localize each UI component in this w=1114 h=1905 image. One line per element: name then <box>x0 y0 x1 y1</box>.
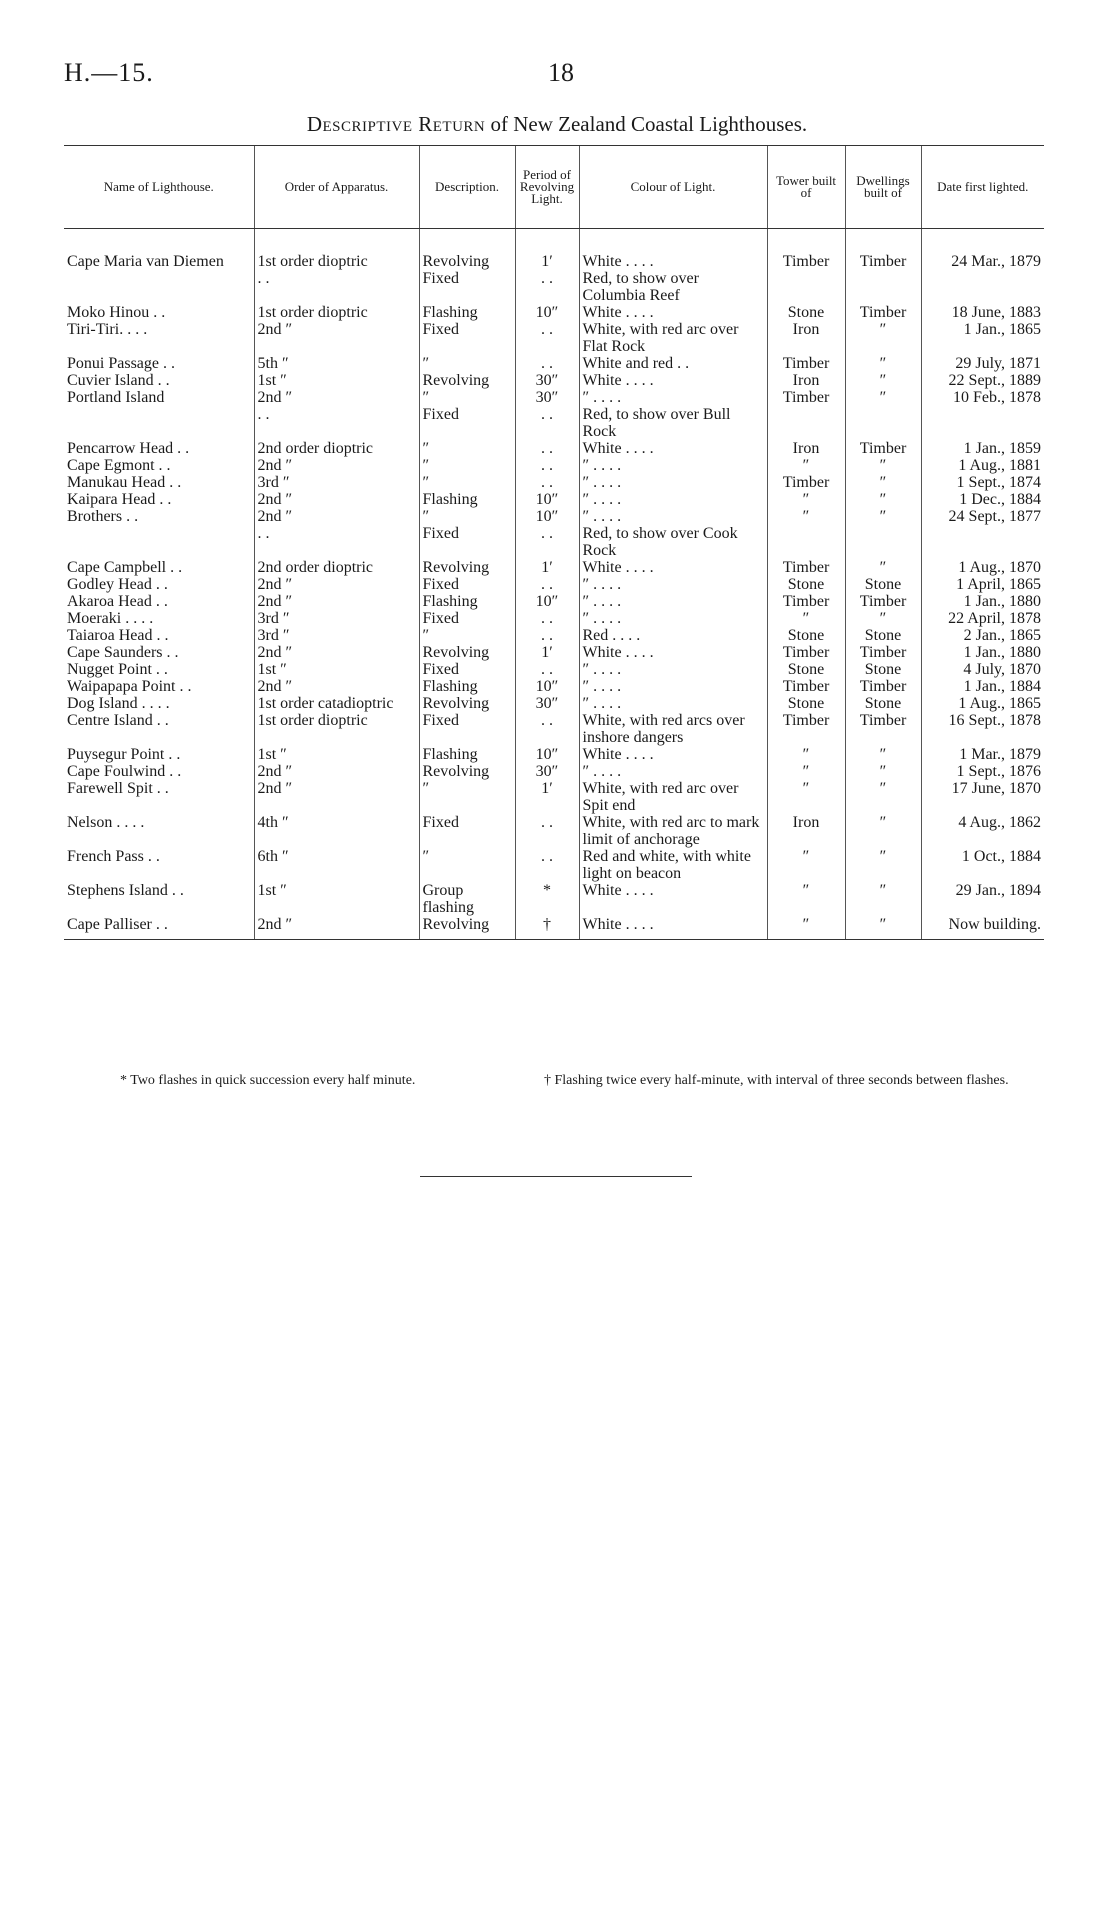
cell-name: Manukau Head . . <box>67 474 182 491</box>
cell-description: ″ <box>419 389 515 406</box>
cell-dwellings: Timber <box>845 712 921 746</box>
cell-order: 2nd order dioptric <box>254 440 419 457</box>
cell-tower <box>767 270 845 304</box>
table-row <box>64 848 1044 882</box>
cell-colour: White . . . . <box>579 916 767 940</box>
cell-name: Cape Maria van Diemen <box>67 253 224 270</box>
cell-date: 1 Sept., 1876 <box>921 763 1044 780</box>
cell-tower: Timber <box>767 644 845 661</box>
cell-description: ″ <box>419 508 515 525</box>
cell-order: 3rd ″ <box>254 610 419 627</box>
cell-date: 1 Jan., 1880 <box>921 644 1044 661</box>
cell-order: 2nd ″ <box>254 491 419 508</box>
cell-description: Revolving <box>419 695 515 712</box>
cell-dwellings: ″ <box>845 372 921 389</box>
cell-tower: Iron <box>767 321 845 355</box>
cell-date: 1 Jan., 1880 <box>921 593 1044 610</box>
cell-date: 1 Oct., 1884 <box>921 848 1044 882</box>
cell-tower: ″ <box>767 882 845 916</box>
cell-date: 17 June, 1870 <box>921 780 1044 814</box>
table-row <box>64 763 1044 780</box>
cell-tower: Timber <box>767 593 845 610</box>
cell-colour: ″ . . . . <box>579 389 767 406</box>
col-header-date: Date first lighted. <box>921 146 1044 229</box>
cell-tower: ″ <box>767 848 845 882</box>
cell-order: 1st ″ <box>254 661 419 678</box>
cell-order: . . <box>254 406 419 440</box>
cell-order: 3rd ″ <box>254 627 419 644</box>
cell-dwellings <box>845 270 921 304</box>
cell-dwellings: ″ <box>845 848 921 882</box>
cell-period: . . <box>515 627 579 644</box>
cell-date: 2 Jan., 1865 <box>921 627 1044 644</box>
cell-colour: Red and white, with white light on beacon <box>579 848 767 882</box>
cell-name <box>64 270 254 304</box>
table-row <box>64 593 1044 610</box>
cell-description: ″ <box>419 780 515 814</box>
cell-date <box>921 270 1044 304</box>
cell-colour: White, with red arc to mark limit of anchorage <box>579 814 767 848</box>
cell-tower: Timber <box>767 678 845 695</box>
cell-dwellings: ″ <box>845 474 921 491</box>
title-rest: of New Zealand Coastal Lighthouses. <box>490 112 808 136</box>
cell-order: 6th ″ <box>254 848 419 882</box>
cell-description: Flashing <box>419 491 515 508</box>
cell-dwellings: ″ <box>845 491 921 508</box>
cell-period: . . <box>515 525 579 559</box>
cell-name: Godley Head . . <box>67 576 168 593</box>
cell-tower: Iron <box>767 372 845 389</box>
cell-tower <box>767 525 845 559</box>
table-row <box>64 746 1044 763</box>
cell-dwellings: Timber <box>845 593 921 610</box>
document-title <box>0 112 1114 137</box>
table-row <box>64 457 1044 474</box>
table-row <box>64 814 1044 848</box>
table-row <box>64 644 1044 661</box>
cell-description: ″ <box>419 627 515 644</box>
cell-colour: White . . . . <box>579 440 767 457</box>
cell-tower: ″ <box>767 763 845 780</box>
cell-date: 18 June, 1883 <box>921 304 1044 321</box>
col-header-dwellings: Dwellings built of <box>845 146 921 229</box>
cell-colour: White, with red arc over Flat Rock <box>579 321 767 355</box>
cell-period: . . <box>515 661 579 678</box>
cell-order: 1st order catadioptric <box>254 695 419 712</box>
footnote-dagger: † Flashing twice every half-minute, with interval of three seconds between flashes. <box>544 1073 1009 1088</box>
cell-description: Revolving <box>419 559 515 576</box>
cell-period: 10″ <box>515 593 579 610</box>
cell-name: Cape Saunders . . <box>67 644 179 661</box>
col-header-colour: Colour of Light. <box>579 146 767 229</box>
report-reference: H.—15. <box>64 58 154 87</box>
cell-name: Cuvier Island . . <box>67 372 170 389</box>
cell-dwellings: ″ <box>845 355 921 372</box>
cell-order: . . <box>254 525 419 559</box>
cell-colour: ″ . . . . <box>579 695 767 712</box>
cell-name: Moko Hinou . . <box>67 304 166 321</box>
cell-colour: ″ . . . . <box>579 661 767 678</box>
cell-order: 2nd ″ <box>254 508 419 525</box>
cell-tower: ″ <box>767 457 845 474</box>
cell-description: Revolving <box>419 763 515 780</box>
table-row <box>64 525 1044 559</box>
cell-colour: White . . . . <box>579 746 767 763</box>
cell-description: ″ <box>419 474 515 491</box>
cell-description: Fixed <box>419 525 515 559</box>
cell-period: 30″ <box>515 695 579 712</box>
cell-description: ″ <box>419 440 515 457</box>
cell-colour: White . . . . <box>579 304 767 321</box>
cell-colour: Red, to show over Bull Rock <box>579 406 767 440</box>
cell-colour: White . . . . <box>579 559 767 576</box>
cell-period: † <box>515 916 579 940</box>
table-row <box>64 916 1044 940</box>
cell-description: ″ <box>419 457 515 474</box>
col-header-description: Description. <box>419 146 515 229</box>
cell-name <box>64 525 254 559</box>
cell-period: . . <box>515 474 579 491</box>
cell-period: 10″ <box>515 304 579 321</box>
cell-description: Revolving <box>419 644 515 661</box>
cell-description: Flashing <box>419 746 515 763</box>
table-row <box>64 270 1044 304</box>
cell-period: 1′ <box>515 780 579 814</box>
cell-order: 1st order dioptric <box>254 229 419 271</box>
cell-order: 2nd ″ <box>254 780 419 814</box>
cell-description: Fixed <box>419 321 515 355</box>
cell-tower: Timber <box>767 474 845 491</box>
table-row <box>64 355 1044 372</box>
cell-description: Fixed <box>419 661 515 678</box>
cell-dwellings: ″ <box>845 508 921 525</box>
table-row <box>64 610 1044 627</box>
cell-name: Cape Egmont . . <box>67 457 171 474</box>
cell-description: Fixed <box>419 814 515 848</box>
cell-name: Nugget Point . . <box>67 661 168 678</box>
cell-colour: Red . . . . <box>579 627 767 644</box>
cell-tower: ″ <box>767 746 845 763</box>
cell-name: Moeraki . . . . <box>67 610 154 627</box>
cell-order: 2nd ″ <box>254 644 419 661</box>
cell-name: Cape Campbell . . <box>67 559 183 576</box>
cell-tower: Iron <box>767 440 845 457</box>
cell-name: Taiaroa Head . . <box>67 627 169 644</box>
cell-date: 1 Dec., 1884 <box>921 491 1044 508</box>
cell-order: 1st order dioptric <box>254 712 419 746</box>
cell-period: 30″ <box>515 372 579 389</box>
cell-period: . . <box>515 848 579 882</box>
cell-period: 30″ <box>515 763 579 780</box>
cell-order: 2nd ″ <box>254 916 419 940</box>
cell-period: . . <box>515 712 579 746</box>
cell-order: 2nd ″ <box>254 389 419 406</box>
cell-order: 1st ″ <box>254 882 419 916</box>
cell-order: 2nd ″ <box>254 593 419 610</box>
table-row <box>64 882 1044 916</box>
table-row <box>64 304 1044 321</box>
cell-tower: Stone <box>767 627 845 644</box>
cell-tower <box>767 406 845 440</box>
cell-colour: ″ . . . . <box>579 457 767 474</box>
cell-order: 3rd ″ <box>254 474 419 491</box>
cell-tower: Timber <box>767 355 845 372</box>
cell-name: French Pass . . <box>67 848 160 865</box>
cell-dwellings: ″ <box>845 610 921 627</box>
cell-order: 2nd order dioptric <box>254 559 419 576</box>
cell-period: . . <box>515 814 579 848</box>
cell-order: . . <box>254 270 419 304</box>
cell-name: Pencarrow Head . . <box>67 440 190 457</box>
cell-description: Group flashing <box>419 882 515 916</box>
footnotes <box>64 1073 1044 1089</box>
cell-colour: ″ . . . . <box>579 678 767 695</box>
cell-dwellings: ″ <box>845 559 921 576</box>
table-row <box>64 474 1044 491</box>
cell-period: . . <box>515 321 579 355</box>
cell-period: 10″ <box>515 678 579 695</box>
cell-date <box>921 525 1044 559</box>
cell-colour: White, with red arc over Spit end <box>579 780 767 814</box>
cell-tower: ″ <box>767 916 845 940</box>
cell-period: 1′ <box>515 559 579 576</box>
cell-dwellings: Timber <box>845 304 921 321</box>
cell-period: 10″ <box>515 508 579 525</box>
table-row <box>64 321 1044 355</box>
cell-dwellings: ″ <box>845 321 921 355</box>
cell-description: Flashing <box>419 678 515 695</box>
cell-name: Kaipara Head . . <box>67 491 172 508</box>
cell-date: 29 Jan., 1894 <box>921 882 1044 916</box>
cell-date: 10 Feb., 1878 <box>921 389 1044 406</box>
cell-colour: White and red . . <box>579 355 767 372</box>
cell-colour: White . . . . <box>579 372 767 389</box>
cell-tower: ″ <box>767 508 845 525</box>
lighthouse-table <box>64 145 1044 940</box>
cell-colour: White . . . . <box>579 644 767 661</box>
cell-order: 1st ″ <box>254 372 419 389</box>
cell-name: Tiri-Tiri. . . . <box>67 321 148 338</box>
cell-name: Puysegur Point . . <box>67 746 181 763</box>
cell-name: Waipapapa Point . . <box>67 678 192 695</box>
cell-dwellings: ″ <box>845 389 921 406</box>
cell-dwellings: Timber <box>845 440 921 457</box>
cell-name: Centre Island . . <box>67 712 169 729</box>
cell-dwellings: ″ <box>845 763 921 780</box>
cell-name <box>64 406 254 440</box>
table-row <box>64 695 1044 712</box>
page-number: 18 <box>548 58 574 87</box>
cell-name: Cape Foulwind . . <box>67 763 182 780</box>
cell-description: Fixed <box>419 610 515 627</box>
cell-tower: ″ <box>767 610 845 627</box>
cell-name: Brothers . . <box>67 508 139 525</box>
table-row <box>64 661 1044 678</box>
col-header-period: Period of Revolving Light. <box>515 146 579 229</box>
cell-description: ″ <box>419 848 515 882</box>
cell-order: 2nd ″ <box>254 678 419 695</box>
cell-date: 4 July, 1870 <box>921 661 1044 678</box>
cell-order: 4th ″ <box>254 814 419 848</box>
cell-period: . . <box>515 440 579 457</box>
cell-date: 1 Jan., 1884 <box>921 678 1044 695</box>
cell-colour: ″ . . . . <box>579 491 767 508</box>
cell-dwellings: ″ <box>845 814 921 848</box>
cell-colour: Red, to show over Cook Rock <box>579 525 767 559</box>
cell-period: 30″ <box>515 389 579 406</box>
title-prefix: Descriptive Return <box>306 112 486 136</box>
cell-date: 24 Sept., 1877 <box>921 508 1044 525</box>
cell-colour: White . . . . <box>579 229 767 271</box>
cell-order: 2nd ″ <box>254 457 419 474</box>
cell-dwellings: Timber <box>845 229 921 271</box>
table-row <box>64 780 1044 814</box>
cell-tower: Stone <box>767 576 845 593</box>
cell-dwellings: ″ <box>845 457 921 474</box>
cell-date: Now building. <box>921 916 1044 940</box>
cell-colour: ″ . . . . <box>579 576 767 593</box>
cell-order: 2nd ″ <box>254 576 419 593</box>
cell-tower: Iron <box>767 814 845 848</box>
table-header-row <box>64 146 1044 229</box>
cell-date: 22 Sept., 1889 <box>921 372 1044 389</box>
cell-colour: ″ . . . . <box>579 593 767 610</box>
cell-order: 2nd ″ <box>254 321 419 355</box>
cell-period: . . <box>515 457 579 474</box>
table-row <box>64 229 1044 271</box>
cell-description: Flashing <box>419 304 515 321</box>
cell-name: Dog Island . . . . <box>67 695 170 712</box>
cell-tower: Timber <box>767 229 845 271</box>
cell-colour: ″ . . . . <box>579 474 767 491</box>
cell-colour: Red, to show over Columbia Reef <box>579 270 767 304</box>
cell-tower: Timber <box>767 712 845 746</box>
table-row <box>64 508 1044 525</box>
cell-period: . . <box>515 270 579 304</box>
cell-period: 1′ <box>515 229 579 271</box>
table-row <box>64 576 1044 593</box>
cell-name: Portland Island <box>67 389 165 406</box>
col-header-tower: Tower built of <box>767 146 845 229</box>
cell-tower: Stone <box>767 661 845 678</box>
cell-date: 16 Sept., 1878 <box>921 712 1044 746</box>
table-row <box>64 491 1044 508</box>
cell-period: . . <box>515 610 579 627</box>
cell-colour: White, with red arcs over inshore dangers <box>579 712 767 746</box>
cell-dwellings <box>845 406 921 440</box>
cell-dwellings: ″ <box>845 780 921 814</box>
cell-dwellings: Stone <box>845 661 921 678</box>
cell-date: 1 Aug., 1881 <box>921 457 1044 474</box>
cell-period: . . <box>515 406 579 440</box>
cell-date: 1 Jan., 1865 <box>921 321 1044 355</box>
cell-order: 1st order dioptric <box>254 304 419 321</box>
table-row <box>64 440 1044 457</box>
cell-dwellings: ″ <box>845 882 921 916</box>
cell-dwellings: Timber <box>845 644 921 661</box>
cell-name: Akaroa Head . . <box>67 593 168 610</box>
cell-colour: White . . . . <box>579 882 767 916</box>
table-row <box>64 712 1044 746</box>
cell-date: 1 Mar., 1879 <box>921 746 1044 763</box>
table-row <box>64 406 1044 440</box>
cell-date: 1 Aug., 1870 <box>921 559 1044 576</box>
cell-description: ″ <box>419 355 515 372</box>
table-row <box>64 372 1044 389</box>
cell-order: 2nd ″ <box>254 763 419 780</box>
cell-description: Fixed <box>419 270 515 304</box>
cell-dwellings: Timber <box>845 678 921 695</box>
cell-name: Cape Palliser . . <box>64 916 254 940</box>
cell-date <box>921 406 1044 440</box>
cell-tower: Stone <box>767 304 845 321</box>
cell-description: Revolving <box>419 372 515 389</box>
cell-name: Nelson . . . . <box>67 814 145 831</box>
col-header-name: Name of Lighthouse. <box>64 146 254 229</box>
cell-dwellings: ″ <box>845 746 921 763</box>
cell-period: . . <box>515 355 579 372</box>
cell-date: 1 Sept., 1874 <box>921 474 1044 491</box>
cell-tower: ″ <box>767 780 845 814</box>
cell-tower: ″ <box>767 491 845 508</box>
cell-date: 1 Aug., 1865 <box>921 695 1044 712</box>
cell-period: . . <box>515 576 579 593</box>
cell-colour: ″ . . . . <box>579 763 767 780</box>
cell-date: 1 Jan., 1859 <box>921 440 1044 457</box>
cell-name: Ponui Passage . . <box>67 355 175 372</box>
cell-dwellings: Stone <box>845 695 921 712</box>
cell-date: 1 April, 1865 <box>921 576 1044 593</box>
cell-tower: Timber <box>767 559 845 576</box>
cell-period: 10″ <box>515 491 579 508</box>
cell-period: * <box>515 882 579 916</box>
cell-date: 29 July, 1871 <box>921 355 1044 372</box>
cell-dwellings: ″ <box>845 916 921 940</box>
cell-description: Fixed <box>419 712 515 746</box>
col-header-order: Order of Apparatus. <box>254 146 419 229</box>
cell-tower: Stone <box>767 695 845 712</box>
cell-description: Revolving <box>419 916 515 940</box>
end-rule <box>420 1176 692 1177</box>
cell-tower: Timber <box>767 389 845 406</box>
cell-order: 1st ″ <box>254 746 419 763</box>
table-row <box>64 678 1044 695</box>
cell-dwellings: Stone <box>845 576 921 593</box>
cell-colour: ″ . . . . <box>579 610 767 627</box>
cell-dwellings: Stone <box>845 627 921 644</box>
cell-dwellings <box>845 525 921 559</box>
cell-period: 1′ <box>515 644 579 661</box>
table-row <box>64 627 1044 644</box>
table-row <box>64 389 1044 406</box>
cell-date: 24 Mar., 1879 <box>921 229 1044 271</box>
table-row <box>64 559 1044 576</box>
cell-name: Stephens Island . . <box>67 882 184 899</box>
cell-order: 5th ″ <box>254 355 419 372</box>
cell-date: 4 Aug., 1862 <box>921 814 1044 848</box>
cell-description: Revolving <box>419 229 515 271</box>
cell-description: Fixed <box>419 576 515 593</box>
cell-colour: ″ . . . . <box>579 508 767 525</box>
cell-date: 22 April, 1878 <box>921 610 1044 627</box>
cell-name: Farewell Spit . . <box>67 780 169 797</box>
footnote-star: * Two flashes in quick succession every half minute. <box>120 1073 416 1088</box>
cell-period: 10″ <box>515 746 579 763</box>
cell-description: Flashing <box>419 593 515 610</box>
cell-description: Fixed <box>419 406 515 440</box>
